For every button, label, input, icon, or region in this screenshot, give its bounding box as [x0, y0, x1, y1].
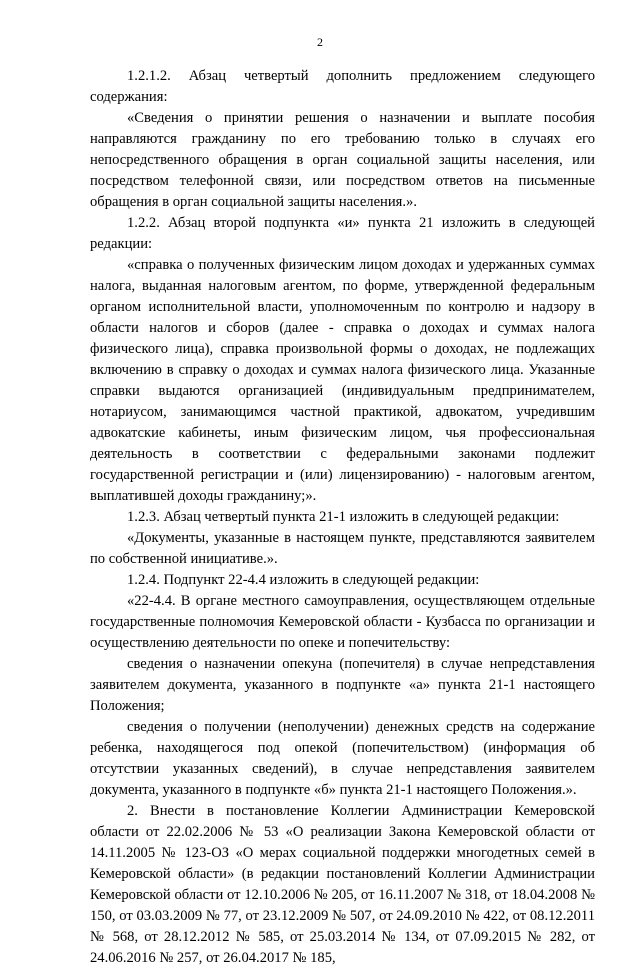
paragraph-1-2-1-2: 1.2.1.2. Абзац четвертый дополнить предложением следующего содержания: — [90, 68, 595, 105]
paragraph-quote-payment-info: «Сведения о принятии решения о назначении и выплате пособия направляются гражданину по его требованию только в случаях его непосредственного обращения в орган социальной защиты населения, или посредством телефонной связи, или посредством ответов на письменные обращения в орган социальной защиты населения.». — [90, 110, 595, 210]
paragraph-quote-22-4-4: «22-4.4. В органе местного самоуправления, осуществляющем отдельные государственные полномочия Кемеровской области - Кузбасса по организации и осуществлению деятельности по опеке и попечительству: — [90, 593, 595, 651]
paragraph-2: 2. Внести в постановление Коллегии Администрации Кемеровской области от 22.02.2006 № 53 «О реализации Закона Кемеровской области от 14.11.2005 № 123-ОЗ «О мерах социальной поддержки многодетных семей в Кемеровской области» (в редакции постановлений Коллегии Администрации Кемеровской области от 12.10.2006 № 205, от 16.11.2007 № 318, от 18.04.2008 № 150, от 03.03.2009 № 77, от 23.12.2009 № 507, от 24.09.2010 № 422, от 08.12.2011 № 568, от 28.12.2012 № 585, от 25.03.2014 № 134, от 07.09.2015 № 282, от 24.06.2016 № 257, от 26.04.2017 № 185, — [90, 803, 595, 966]
paragraph-guardian-info: сведения о назначении опекуна (попечителя) в случае непредставления заявителем документа, указанного в подпункте «а» пункта 21-1 настоящего Положения; — [90, 656, 595, 714]
paragraph-1-2-3: 1.2.3. Абзац четвертый пункта 21-1 изложить в следующей редакции: — [127, 509, 560, 525]
document-body — [90, 66, 595, 969]
paragraph-quote-income-certificate: «справка о полученных физическим лицом доходах и удержанных суммах налога, выданная налоговым агентом, по форме, утвержденной федеральным органом исполнительной власти, уполномоченным по контролю и надзору в области налогов и сборов (далее - справка о доходах и суммах налога физического лица), справка произвольной формы о доходах, не подлежащих включению в справку о доходах и суммах налога физического лица. Указанные справки выдаются организацией (индивидуальным предпринимателем, нотариусом, занимающимся частной практикой, адвокатом, учредившим адвокатские кабинеты, иным физическим лицом, чья профессиональная деятельность в соответствии с федеральными законами подлежит государственной регистрации и (или) лицензированию) - налоговым агентом, выплатившей доходы гражданину;». — [90, 257, 595, 504]
page-number: 2 — [317, 35, 323, 49]
paragraph-1-2-4: 1.2.4. Подпункт 22-4.4 изложить в следующей редакции: — [127, 572, 480, 588]
paragraph-quote-documents: «Документы, указанные в настоящем пункте, представляются заявителем по собственной инициативе.». — [90, 530, 595, 567]
paragraph-funds-info: сведения о получении (неполучении) денежных средств на содержание ребенка, находящегося под опекой (попечительством) (информация об отсутствии указанных сведений), в случае непредставления заявителем документа, указанного в подпункте «б» пункта 21-1 настоящего Положения.». — [90, 719, 595, 798]
paragraph-1-2-2: 1.2.2. Абзац второй подпункта «и» пункта 21 изложить в следующей редакции: — [90, 215, 595, 252]
